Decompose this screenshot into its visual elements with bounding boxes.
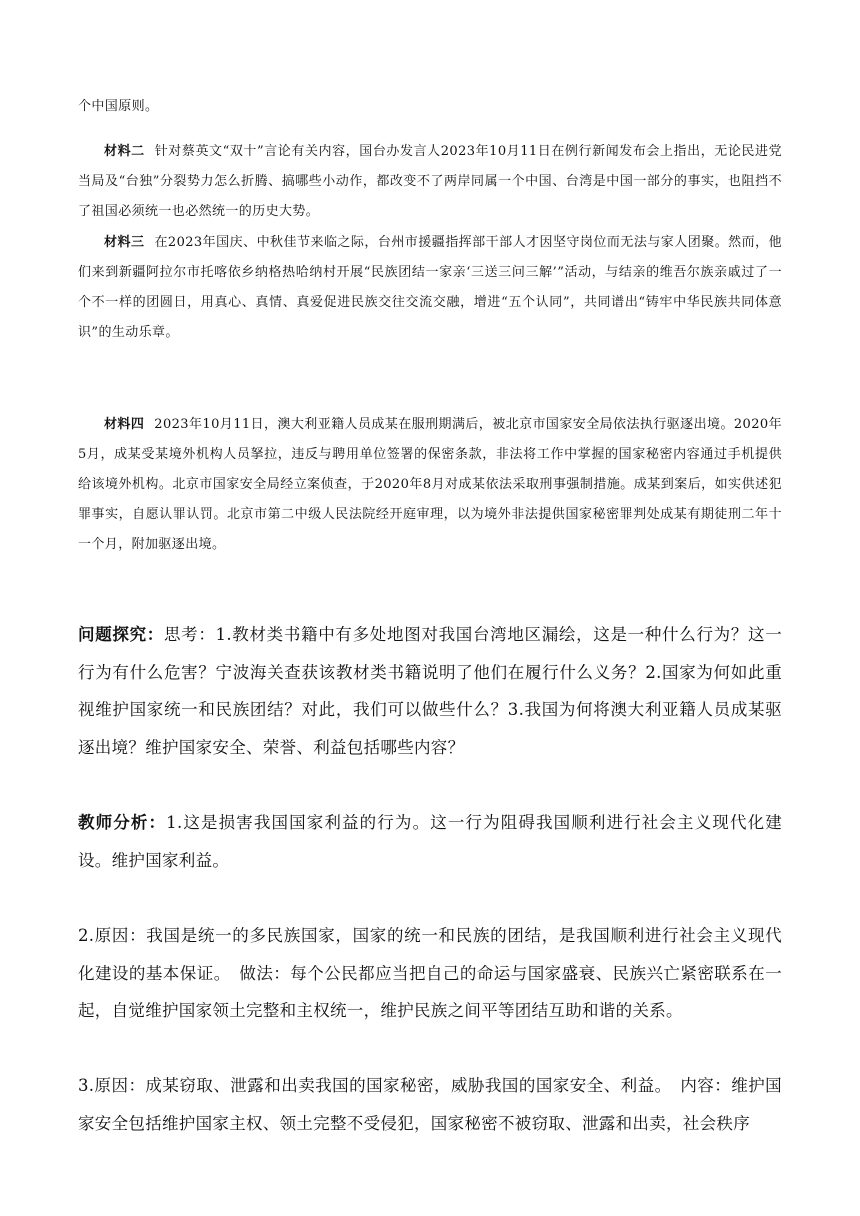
material-three-text: 在2023年国庆、中秋佳节来临之际，台州市援疆指挥部干部人才因坚守岗位而无法与家人团聚。然而，他们来到新疆阿拉尔市托喀依乡纳格热哈纳村开展“民族团结一家亲‘三送三问三解’”活动，与结亲的维吾尔族亲戚过了一个不一样的团圆日，用真心、真情、真爱促进民族交往交流交融，增进“五个认同”，共同谱出“铸牢中华民族共同体意识”的生动乐章。 bbox=[78, 235, 782, 340]
material-three-label: 材料三 bbox=[104, 235, 145, 250]
question-text: 思考：1.教材类书籍中有多处地图对我国台湾地区漏绘，这是一种什么行为？这一行为有什么危害？宁波海关查获该教材类书籍说明了他们在履行什么义务？2.国家为何如此重视维护国家统一和民族团结？对此，我们可以做些什么？3.我国为何将澳大利亚籍人员成某驱逐出境？维护国家安全、荣誉、利益包括哪些内容？ bbox=[78, 625, 783, 757]
question-section bbox=[78, 616, 782, 766]
material-four bbox=[78, 410, 782, 560]
analysis-label: 教师分析： bbox=[78, 813, 167, 832]
material-two-text: 针对蔡英文“双十”言论有关内容，国台办发言人2023年10月11日在例行新闻发布会上指出，无论民进党当局及“台独”分裂势力怎么折腾、搞哪些小动作，都改变不了两岸同属一个中国、台湾是中国一部分的事实，也阻挡不了祖国必须统一也必然统一的历史大势。 bbox=[78, 144, 782, 219]
material-three bbox=[78, 228, 782, 348]
analysis-para-3: 3.原因：成某窃取、泄露和出卖我国的国家秘密，威胁我国的国家安全、利益。 内容：维护国家安全包括维护国家主权、领土完整不受侵犯，国家秘密不被窃取、泄露和出卖，社会秩序 bbox=[78, 1076, 782, 1133]
material-two-label: 材料二 bbox=[104, 144, 145, 159]
material-four-label: 材料四 bbox=[104, 417, 145, 432]
material-one-tail: 个中国原则。 bbox=[78, 99, 159, 114]
material-four-text: 2023年10月11日，澳大利亚籍人员成某在服刑期满后，被北京市国家安全局依法执行驱逐出境。2020年5月，成某受某境外机构人员拏拉，违反与聘用单位签署的保密条款，非法将工作中掌握的国家秘密内容通过手机提供给该境外机构。北京市国家安全局经立案侦查，于2020年8月对成某依法采取刑事强制措施。成某到案后，如实供述犯罪事实，自愿认罪认罚。北京市第二中级人民法院经开庭审理，以为境外非法提供国家秘密罪判处成某有期徒刑二年十一个月，附加驱逐出境。 bbox=[78, 417, 782, 552]
analysis-para-2: 2.原因：我国是统一的多民族国家，国家的统一和民族的团结，是我国顺利进行社会主义现代化建设的基本保证。 做法：每个公民都应当把自己的命运与国家盛衰、民族兴亡紧密联系在一起，自觉维护国家领土完整和主权统一，维护民族之间平等团结互助和谐的关系。 bbox=[78, 926, 782, 1020]
material-two bbox=[78, 137, 782, 227]
question-label: 问题探究： bbox=[78, 625, 164, 644]
analysis-para-1: 1.这是损害我国国家利益的行为。这一行为阻碍我国顺利进行社会主义现代化建设。维护国家利益。 bbox=[78, 813, 783, 870]
analysis-section-1 bbox=[78, 804, 782, 879]
